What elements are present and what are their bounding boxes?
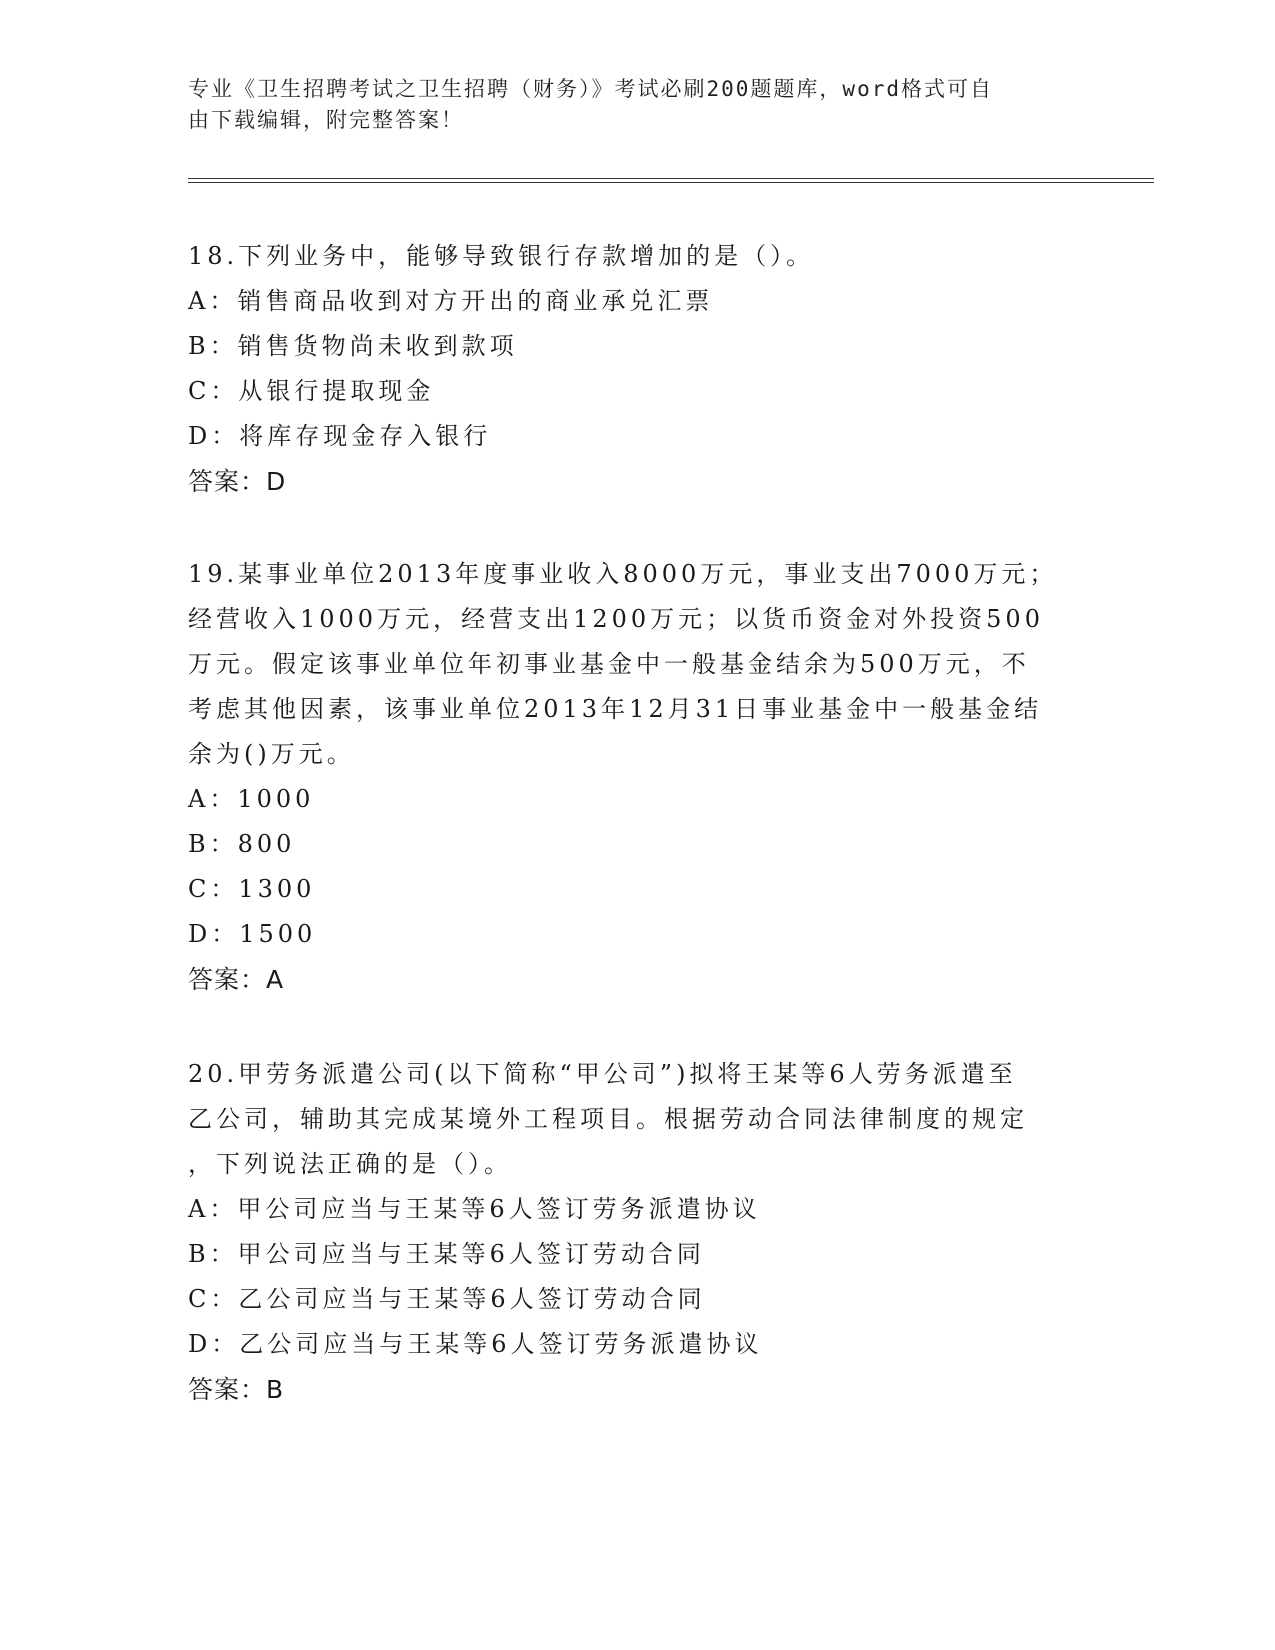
question-text-line: 经营收入1000万元，经营支出1200万元；以货币资金对外投资500	[188, 605, 1044, 633]
question-text-line: 19.某事业单位2013年度事业收入8000万元，事业支出7000万元；	[188, 560, 1058, 588]
question-text-line: 20.甲劳务派遣公司(以下简称“甲公司”)拟将王某等6人劳务派遣至	[188, 1060, 1017, 1088]
option-b: B：销售货物尚未收到款项	[188, 332, 518, 360]
question-19	[188, 552, 1078, 1002]
option-d: D：将库存现金存入银行	[188, 422, 492, 450]
document-header	[188, 74, 1068, 136]
question-text-line: ，下列说法正确的是（）。	[188, 1150, 512, 1178]
option-a: A：甲公司应当与王某等6人签订劳务派遣协议	[188, 1195, 761, 1223]
question-text-line: 18.下列业务中，能够导致银行存款增加的是（）。	[188, 242, 815, 270]
question-18	[188, 234, 1078, 504]
question-text-line: 余为()万元。	[188, 740, 355, 768]
option-d: D：乙公司应当与王某等6人签订劳务派遣协议	[188, 1330, 763, 1358]
header-divider-top	[188, 178, 1154, 179]
question-text-line: 万元。假定该事业单位年初事业基金中一般基金结余为500万元，不	[188, 650, 1030, 678]
option-a: A：1000	[188, 785, 315, 813]
option-a: A：销售商品收到对方开出的商业承兑汇票	[188, 287, 714, 315]
question-text-line: 考虑其他因素，该事业单位2013年12月31日事业基金中一般基金结	[188, 695, 1043, 723]
option-c: C：1300	[188, 875, 316, 903]
header-divider-bottom	[188, 182, 1154, 183]
option-c: C：乙公司应当与王某等6人签订劳动合同	[188, 1285, 706, 1313]
option-d: D：1500	[188, 920, 317, 948]
option-c: C：从银行提取现金	[188, 377, 435, 405]
answer-label: 答案：B	[188, 1375, 285, 1404]
answer-label: 答案：A	[188, 965, 285, 994]
answer-label: 答案：D	[188, 467, 287, 496]
header-line-2: 由下载编辑，附完整答案！	[188, 108, 464, 132]
question-text-line: 乙公司，辅助其完成某境外工程项目。根据劳动合同法律制度的规定	[188, 1105, 1028, 1133]
question-20	[188, 1052, 1078, 1412]
option-b: B：800	[188, 830, 296, 858]
option-b: B：甲公司应当与王某等6人签订劳动合同	[188, 1240, 705, 1268]
header-line-1: 专业《卫生招聘考试之卫生招聘（财务）》考试必刷200题题库，word格式可自	[188, 77, 993, 101]
